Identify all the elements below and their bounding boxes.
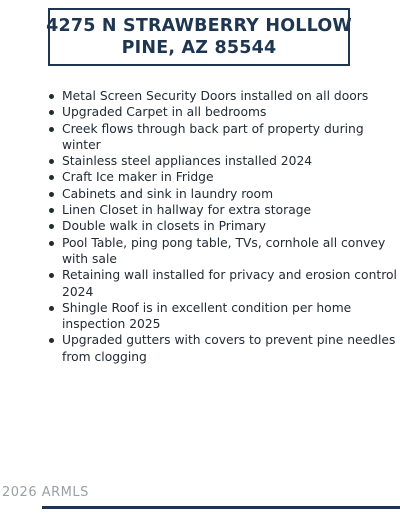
feature-item: Creek flows through back part of property during winter — [62, 121, 400, 154]
feature-list — [44, 88, 400, 365]
address-line-city: PINE, AZ 85544 — [121, 38, 277, 58]
feature-item: Upgraded Carpet in all bedrooms — [62, 104, 400, 120]
feature-item: Retaining wall installed for privacy and erosion control 2024 — [62, 267, 400, 300]
feature-item: Stainless steel appliances installed 2024 — [62, 153, 400, 169]
feature-item: Shingle Roof is in excellent condition per home inspection 2025 — [62, 300, 400, 333]
feature-item: Metal Screen Security Doors installed on all doors — [62, 88, 400, 104]
feature-item: Cabinets and sink in laundry room — [62, 186, 400, 202]
address-line-street: 4275 N STRAWBERRY HOLLOW — [46, 16, 352, 36]
feature-item: Double walk in closets in Primary — [62, 218, 400, 234]
address-title-box — [48, 8, 350, 66]
copyright-watermark: 2026 ARMLS — [2, 485, 89, 500]
feature-item: Linen Closet in hallway for extra storage — [62, 202, 400, 218]
footer-divider — [42, 506, 400, 509]
feature-item: Craft Ice maker in Fridge — [62, 169, 400, 185]
feature-item: Upgraded gutters with covers to prevent pine needles from clogging — [62, 332, 400, 365]
feature-item: Pool Table, ping pong table, TVs, cornhole all convey with sale — [62, 235, 400, 268]
